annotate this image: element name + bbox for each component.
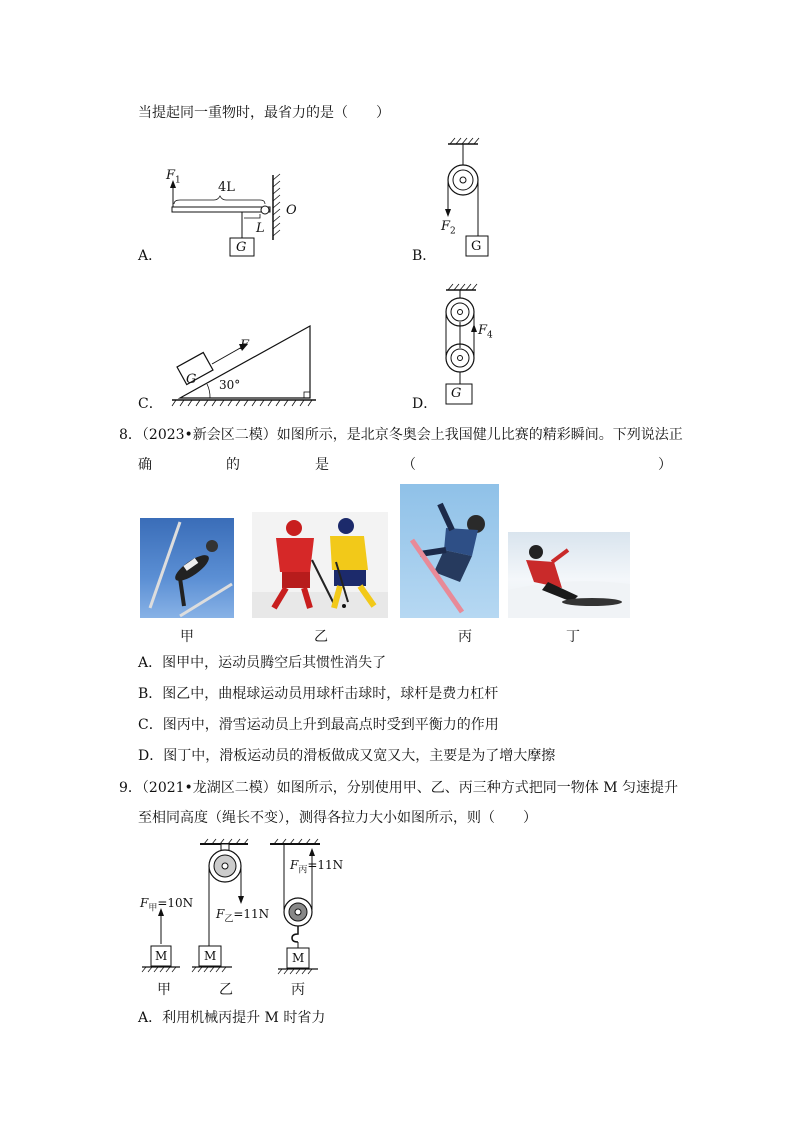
q9-number: 9．: [119, 780, 142, 796]
q8-option-c: C．图丙中，滑雪运动员上升到最高点时受到平衡力的作用: [138, 717, 499, 733]
q9-mass-yi: M: [204, 949, 217, 963]
q9-stem-text: （2021•龙湖区二模）如图所示，分别使用甲、乙、丙三种方式把同一物体 M 匀速提升: [141, 780, 679, 796]
q8-stem-text: （2023•新会区二模）如图所示，是北京冬奥会上我国健儿比赛的精彩瞬间。下列说法正: [141, 427, 683, 443]
figure-a-pivot-label: O: [286, 203, 297, 218]
figure-c-incline: [170, 320, 320, 410]
photo-ding-snowboard-slalom: [508, 532, 630, 618]
figure-b-f-label: $F_2$: [441, 219, 456, 237]
q9-caption-jia: 甲: [157, 982, 171, 998]
figure-a-weight-label: G: [236, 240, 247, 255]
option-a-label: A．: [138, 248, 163, 264]
figure-d-pulley-block: [432, 282, 512, 407]
q7-stem: 当提起同一重物时，最省力的是（ ）: [138, 105, 390, 121]
q8-option-b: B．图乙中，曲棍球运动员用球杆击球时，球杆是费力杠杆: [138, 686, 499, 702]
caption-jia: 甲: [180, 629, 194, 645]
q9-mass-jia: M: [155, 949, 168, 963]
figure-a-4l-label: 4L: [218, 180, 235, 195]
figure-c-weight-label: G: [186, 372, 197, 387]
q9-force-jia: $F_甲=10N$: [140, 896, 194, 914]
q8-number: 8．: [119, 427, 142, 443]
q8-stem-line2-w2: 是: [315, 457, 329, 473]
photo-yi-ice-hockey: [252, 512, 388, 618]
q8-option-a: A．图甲中，运动员腾空后其惯性消失了: [138, 655, 387, 671]
q8-stem-line2-w3: （: [402, 457, 416, 473]
figure-d-weight-label: G: [451, 386, 462, 401]
option-b-label: B．: [412, 248, 437, 264]
figure-a-f-label: $F_1$: [166, 168, 181, 186]
q8-stem-line2-w4: ）: [658, 457, 672, 473]
q9-caption-yi: 乙: [219, 982, 233, 998]
q9-stem-line1: [119, 778, 678, 798]
photo-bing-snowboard-aerial: [400, 484, 499, 618]
figure-a-l-label: L: [256, 221, 265, 236]
figure-d-f-label: $F_4$: [478, 323, 493, 341]
option-d-label: D．: [412, 396, 438, 412]
q9-mass-bing: M: [292, 951, 305, 965]
option-c-label: C．: [138, 396, 163, 412]
figure-c-angle-label: 30°: [219, 378, 241, 392]
q8-stem-line2-w1: 的: [226, 457, 240, 473]
q8-stem-line2-w0: 确: [138, 457, 152, 473]
figure-c-f-label: F: [240, 338, 250, 353]
caption-ding: 丁: [566, 629, 580, 645]
q9-option-a: A．利用机械丙提升 M 时省力: [138, 1010, 326, 1026]
caption-yi: 乙: [314, 629, 328, 645]
q8-stem-line1: [119, 425, 683, 445]
caption-bing: 丙: [458, 629, 472, 645]
q9-force-yi: $F_乙=11N$: [216, 907, 270, 925]
photo-jia-ski-jumper: [140, 518, 234, 618]
q9-caption-bing: 丙: [291, 982, 305, 998]
figure-b-weight-label: G: [471, 239, 482, 254]
q9-stem-line2: 至相同高度（绳长不变），测得各拉力大小如图所示，则（ ）: [138, 810, 537, 826]
figure-b-fixed-pulley: [430, 136, 510, 261]
q9-force-bing: $F_丙=11N$: [290, 858, 344, 876]
q8-option-d: D．图丁中，滑板运动员的滑板做成又宽又大，主要是为了增大摩擦: [138, 748, 556, 764]
